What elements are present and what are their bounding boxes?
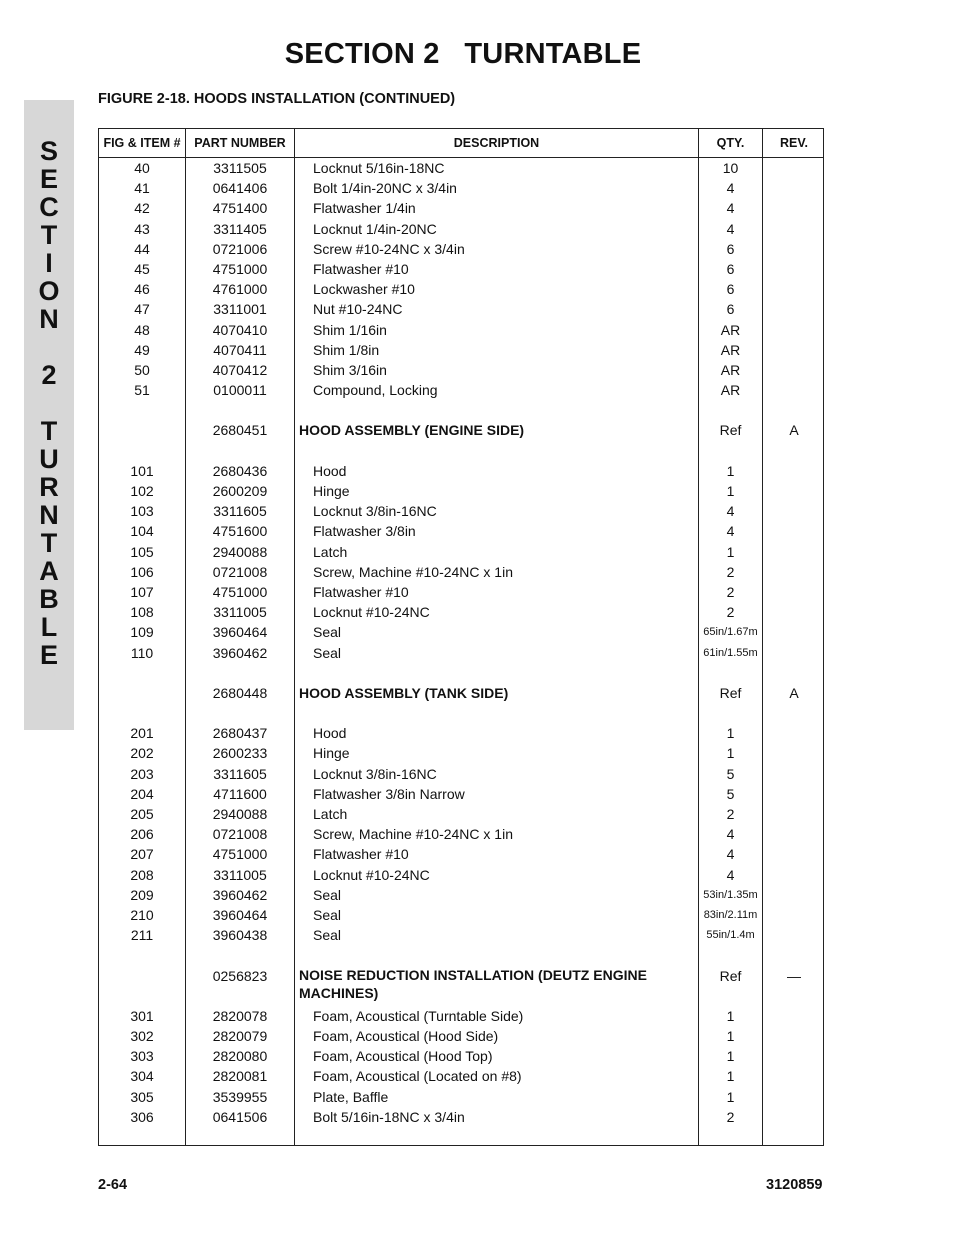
- cell-fig-item: 103: [130, 503, 154, 520]
- cell-part-number: 0721008: [212, 826, 268, 843]
- cell-description: Foam, Acoustical (Turntable Side): [313, 1007, 524, 1024]
- cell-qty: 1: [726, 725, 735, 742]
- cell-part-number: 3311605: [213, 503, 267, 520]
- cell-description: Plate, Baffle: [313, 1088, 389, 1105]
- cell-qty: AR: [720, 321, 741, 338]
- cell-rev: A: [789, 684, 799, 701]
- cell-fig-item: 109: [130, 624, 154, 641]
- cell-part-number: 2600209: [212, 483, 268, 499]
- spacer-row: [99, 663, 823, 683]
- side-tab-letter: U: [39, 444, 59, 474]
- table-row: [99, 844, 823, 864]
- cell-part-number: 4070410: [212, 321, 268, 338]
- document-number: 3120859: [766, 1177, 823, 1193]
- cell-part-number: 2820078: [212, 1007, 268, 1024]
- side-tab-letter: 2: [41, 360, 57, 390]
- table-row: [99, 1066, 823, 1086]
- cell-part-number: 2680451: [212, 422, 268, 439]
- cell-qty: Ref: [719, 422, 742, 439]
- cell-description: Seal: [313, 644, 342, 661]
- cell-qty: 55in/1.4m: [706, 929, 755, 942]
- cell-qty: 1: [726, 1068, 735, 1085]
- cell-part-number: 4070411: [213, 341, 267, 358]
- cell-fig-item: 209: [130, 886, 154, 903]
- cell-description: Lockwasher #10: [313, 281, 415, 298]
- cell-qty: 1: [726, 1007, 735, 1024]
- table-row: [99, 622, 823, 642]
- side-tab-letter: T: [40, 528, 58, 558]
- cell-qty: 4: [726, 866, 735, 883]
- cell-fig-item: 204: [130, 785, 154, 802]
- cell-description: Flatwasher 3/8in: [313, 523, 416, 540]
- table-row: [99, 521, 823, 541]
- cell-part-number: 2940088: [212, 543, 268, 560]
- cell-qty: 1: [726, 483, 735, 499]
- cell-description: Locknut 3/8in-16NC: [313, 765, 437, 782]
- cell-fig-item: 301: [130, 1007, 154, 1024]
- side-tab-letter: [24, 389, 74, 417]
- cell-part-number: 4711600: [213, 785, 267, 802]
- cell-description: Flatwasher #10: [313, 260, 409, 277]
- cell-fig-item: 211: [130, 927, 154, 944]
- cell-qty: 5: [726, 785, 735, 802]
- table-row: [99, 501, 823, 521]
- cell-fig-item: 302: [130, 1028, 154, 1045]
- cell-fig-item: 41: [134, 180, 150, 197]
- cell-part-number: 0641406: [212, 180, 268, 197]
- cell-qty: 2: [726, 806, 735, 822]
- table-row: [99, 340, 823, 360]
- table-body: [99, 158, 823, 1127]
- cell-qty: 2: [726, 563, 735, 580]
- table-row: [99, 481, 823, 501]
- cell-qty: 1: [726, 543, 735, 560]
- cell-fig-item: 305: [130, 1088, 154, 1105]
- side-tab-letter: S: [39, 136, 58, 166]
- cell-qty: 10: [722, 160, 739, 176]
- table-row: [99, 198, 823, 218]
- cell-part-number: 3311605: [213, 765, 267, 782]
- cell-fig-item: 106: [130, 563, 154, 580]
- assembly-row: [99, 420, 823, 440]
- cell-qty: 4: [726, 220, 735, 237]
- cell-fig-item: 102: [130, 483, 154, 499]
- side-tab-letters: [24, 137, 74, 669]
- cell-rev: —: [787, 967, 801, 984]
- table-row: [99, 905, 823, 925]
- cell-qty: 4: [726, 523, 735, 540]
- cell-description: Seal: [313, 886, 342, 903]
- table-row: [99, 1107, 823, 1127]
- cell-part-number: 4751000: [212, 846, 268, 863]
- header-rev: REV.: [779, 136, 809, 150]
- cell-description: Shim 1/16in: [313, 321, 387, 338]
- side-tab-letter: N: [39, 304, 59, 334]
- cell-part-number: 4751000: [212, 583, 268, 600]
- header-fig-item: FIG & ITEM #: [103, 136, 181, 150]
- cell-description: Foam, Acoustical (Located on #8): [313, 1068, 522, 1085]
- cell-description: Locknut #10-24NC: [313, 866, 430, 883]
- side-tab-letter: R: [39, 472, 59, 502]
- table-row: [99, 562, 823, 582]
- cell-part-number: 2680436: [212, 462, 268, 479]
- side-tab-letter: N: [39, 500, 59, 530]
- cell-part-number: 3960462: [212, 886, 268, 903]
- table-row: [99, 885, 823, 905]
- table-row: [99, 158, 823, 178]
- table-row: [99, 1026, 823, 1046]
- table-row: [99, 299, 823, 319]
- cell-qty: 6: [726, 240, 735, 257]
- cell-fig-item: 201: [130, 725, 154, 742]
- cell-description: Locknut 3/8in-16NC: [313, 503, 437, 520]
- cell-part-number: 3539955: [212, 1088, 268, 1105]
- cell-description: HOOD ASSEMBLY (ENGINE SIDE): [299, 422, 525, 439]
- cell-description: Locknut #10-24NC: [313, 604, 430, 621]
- cell-qty: 6: [726, 260, 735, 277]
- table-row: [99, 542, 823, 562]
- cell-fig-item: 304: [130, 1068, 154, 1085]
- cell-fig-item: 110: [130, 644, 154, 661]
- cell-fig-item: 101: [130, 462, 154, 479]
- cell-part-number: 3311005: [213, 604, 267, 621]
- cell-part-number: 2820079: [212, 1028, 268, 1045]
- cell-description: Hinge: [313, 745, 350, 762]
- table-row: [99, 865, 823, 885]
- cell-fig-item: 108: [130, 604, 154, 621]
- cell-fig-item: 46: [134, 281, 150, 298]
- cell-fig-item: 40: [134, 160, 150, 176]
- cell-part-number: 2940088: [212, 806, 268, 822]
- table-row: [99, 320, 823, 340]
- cell-description: Foam, Acoustical (Hood Side): [313, 1028, 499, 1045]
- spacer-row: [99, 441, 823, 461]
- cell-description: Screw #10-24NC x 3/4in: [313, 240, 465, 257]
- cell-fig-item: 49: [134, 341, 150, 358]
- cell-qty: 4: [726, 180, 735, 197]
- cell-qty: AR: [720, 361, 741, 378]
- cell-fig-item: 45: [134, 260, 150, 277]
- cell-description: Foam, Acoustical (Hood Top): [313, 1048, 493, 1065]
- table-row: [99, 804, 823, 824]
- cell-qty: 1: [726, 745, 735, 762]
- cell-description: Flatwasher 3/8in Narrow: [313, 785, 465, 802]
- cell-description: Compound, Locking: [313, 382, 438, 399]
- cell-part-number: 0721008: [212, 563, 268, 580]
- cell-description: HOOD ASSEMBLY (TANK SIDE): [299, 684, 509, 701]
- cell-description: Locknut 5/16in-18NC: [313, 160, 445, 176]
- cell-qty: 2: [726, 1108, 735, 1125]
- assembly-row: [99, 966, 823, 1006]
- side-tab-letter: C: [39, 192, 59, 222]
- cell-part-number: 4761000: [212, 281, 268, 298]
- table-row: [99, 1046, 823, 1066]
- cell-fig-item: 43: [134, 220, 150, 237]
- cell-qty: 6: [726, 301, 735, 318]
- cell-fig-item: 208: [130, 866, 154, 883]
- cell-fig-item: 206: [130, 826, 154, 843]
- table-row: [99, 925, 823, 945]
- cell-part-number: 3311405: [213, 220, 267, 237]
- spacer-row: [99, 400, 823, 420]
- cell-part-number: 4751400: [212, 200, 268, 217]
- table-row: [99, 380, 823, 400]
- cell-part-number: 3960438: [212, 927, 268, 944]
- cell-fig-item: 205: [130, 806, 154, 822]
- cell-description: Seal: [313, 927, 342, 944]
- cell-fig-item: 202: [130, 745, 154, 762]
- table-row: [99, 1087, 823, 1107]
- table-row: [99, 219, 823, 239]
- cell-description: Flatwasher #10: [313, 846, 409, 863]
- table-row: [99, 743, 823, 763]
- cell-fig-item: 42: [134, 200, 150, 217]
- cell-fig-item: 107: [130, 583, 154, 600]
- table-row: [99, 461, 823, 481]
- cell-part-number: 2600233: [212, 745, 268, 762]
- cell-fig-item: 210: [130, 906, 154, 923]
- cell-qty: 4: [726, 200, 735, 217]
- table-row: [99, 764, 823, 784]
- cell-fig-item: 105: [130, 543, 154, 560]
- cell-description: Seal: [313, 906, 342, 923]
- table-row: [99, 824, 823, 844]
- cell-fig-item: 203: [130, 765, 154, 782]
- cell-description: Hood: [313, 462, 347, 479]
- parts-table: [98, 128, 824, 1146]
- header-part-number: PART NUMBER: [194, 136, 286, 150]
- cell-description: Seal: [313, 624, 342, 641]
- table-row: [99, 1006, 823, 1026]
- cell-description: Flatwasher #10: [313, 583, 409, 600]
- cell-fig-item: 104: [130, 523, 154, 540]
- cell-qty: 4: [726, 503, 735, 520]
- table-row: [99, 602, 823, 622]
- cell-part-number: 3311005: [213, 866, 267, 883]
- table-row: [99, 360, 823, 380]
- table-row: [99, 643, 823, 663]
- side-tab-letter: T: [40, 416, 58, 446]
- cell-qty: Ref: [719, 967, 742, 984]
- side-tab-letter: [24, 333, 74, 361]
- cell-qty: 1: [726, 1048, 735, 1065]
- cell-fig-item: 44: [134, 240, 150, 257]
- side-tab-letter: B: [39, 584, 59, 614]
- side-tab-letter: E: [39, 164, 58, 194]
- side-tab-letter: L: [40, 612, 58, 642]
- cell-description: Hinge: [313, 483, 350, 499]
- table-row: [99, 784, 823, 804]
- table-row: [99, 723, 823, 743]
- cell-qty: 61in/1.55m: [703, 646, 758, 659]
- side-tab-letter: T: [40, 220, 58, 250]
- side-tab-letter: E: [39, 640, 58, 670]
- cell-fig-item: 306: [130, 1108, 154, 1125]
- cell-fig-item: 303: [130, 1048, 154, 1065]
- cell-description: Latch: [313, 543, 348, 560]
- cell-part-number: 3960462: [212, 644, 268, 661]
- cell-part-number: 4751000: [212, 260, 268, 277]
- figure-title: FIGURE 2-18. HOODS INSTALLATION (CONTINUED): [98, 91, 456, 107]
- cell-qty: 4: [726, 846, 735, 863]
- cell-qty: 83in/2.11m: [703, 908, 758, 921]
- cell-part-number: 0641506: [212, 1108, 268, 1125]
- cell-fig-item: 47: [134, 301, 150, 318]
- cell-description: Locknut 1/4in-20NC: [313, 220, 437, 237]
- cell-part-number: 3311001: [213, 301, 267, 318]
- cell-description: Shim 3/16in: [313, 361, 387, 378]
- spacer-row: [99, 945, 823, 965]
- cell-description: Bolt 1/4in-20NC x 3/4in: [313, 180, 457, 197]
- cell-qty: 5: [726, 765, 735, 782]
- cell-qty: 1: [726, 462, 735, 479]
- cell-qty: 53in/1.35m: [703, 888, 758, 901]
- cell-part-number: 2820081: [212, 1068, 268, 1085]
- cell-qty: AR: [720, 382, 741, 399]
- cell-qty: 4: [726, 826, 735, 843]
- page-title: SECTION 2 TURNTABLE: [284, 38, 642, 70]
- cell-qty: 2: [726, 583, 735, 600]
- cell-part-number: 3960464: [212, 906, 268, 923]
- cell-part-number: 3960464: [212, 624, 268, 641]
- cell-fig-item: 207: [130, 846, 154, 863]
- cell-description: NOISE REDUCTION INSTALLATION (DEUTZ ENGINE MACHINES): [299, 967, 647, 1001]
- cell-part-number: 4070412: [212, 361, 268, 378]
- table-row: [99, 239, 823, 259]
- cell-fig-item: 50: [134, 361, 150, 378]
- cell-part-number: 0256823: [212, 967, 268, 984]
- cell-description: Screw, Machine #10-24NC x 1in: [313, 826, 513, 843]
- cell-qty: 1: [726, 1088, 735, 1105]
- cell-qty: 6: [726, 281, 735, 298]
- cell-fig-item: 51: [134, 382, 150, 399]
- table-row: [99, 582, 823, 602]
- cell-part-number: 0721006: [212, 240, 268, 257]
- cell-fig-item: 48: [134, 321, 150, 338]
- cell-part-number: 2820080: [212, 1048, 268, 1065]
- cell-description: Shim 1/8in: [313, 341, 380, 358]
- cell-part-number: 4751600: [212, 523, 268, 540]
- cell-description: Nut #10-24NC: [313, 301, 403, 318]
- header-description: DESCRIPTION: [453, 136, 540, 150]
- cell-description: Screw, Machine #10-24NC x 1in: [313, 563, 513, 580]
- cell-part-number: 2680437: [212, 725, 268, 742]
- cell-part-number: 2680448: [212, 684, 268, 701]
- cell-rev: A: [789, 422, 799, 439]
- side-tab-letter: O: [38, 276, 60, 306]
- header-qty: QTY.: [716, 136, 745, 150]
- page-number: 2-64: [98, 1177, 128, 1193]
- side-tab-letter: I: [45, 248, 53, 278]
- cell-description: Flatwasher 1/4in: [313, 200, 416, 217]
- cell-qty: 2: [726, 604, 735, 621]
- table-row: [99, 279, 823, 299]
- cell-part-number: 3311505: [213, 160, 267, 176]
- table-row: [99, 178, 823, 198]
- side-section-tab: [24, 100, 74, 730]
- cell-qty: 1: [726, 1028, 735, 1045]
- cell-qty: AR: [720, 341, 741, 358]
- cell-part-number: 0100011: [213, 382, 267, 399]
- cell-qty: 65in/1.67m: [703, 626, 758, 639]
- cell-description: Latch: [313, 806, 348, 822]
- side-tab-letter: A: [39, 556, 59, 586]
- spacer-row: [99, 703, 823, 723]
- assembly-row: [99, 683, 823, 703]
- cell-qty: Ref: [719, 684, 742, 701]
- cell-description: Hood: [313, 725, 347, 742]
- table-row: [99, 259, 823, 279]
- cell-description: Bolt 5/16in-18NC x 3/4in: [313, 1108, 465, 1125]
